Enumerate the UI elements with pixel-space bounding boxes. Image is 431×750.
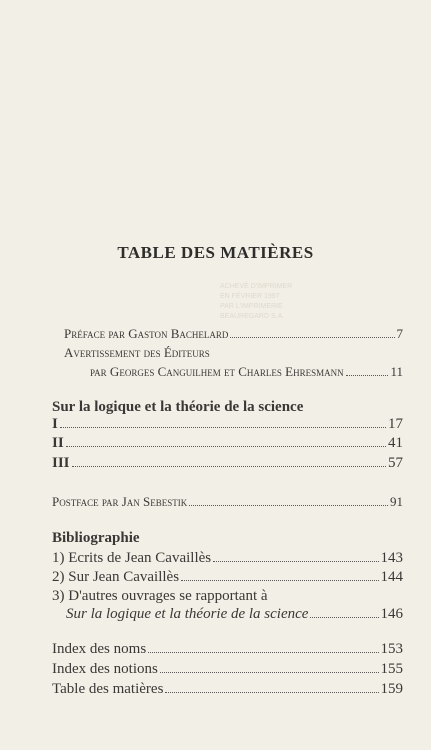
dot-leader — [189, 497, 388, 506]
toc-entry-postface[interactable]: Postface par Jan Sebestik 91 — [52, 494, 403, 509]
section-heading-bibliographie: Bibliographie — [52, 530, 140, 546]
toc-entry-preface[interactable]: Préface par Gaston Bachelard 7 — [64, 326, 403, 341]
toc-entry-part-3[interactable]: III 57 — [52, 455, 403, 471]
dot-leader — [230, 329, 394, 338]
dot-leader — [72, 457, 386, 467]
toc-entry-table[interactable]: Table des matières 159 — [52, 681, 403, 697]
toc-entry-part-1[interactable]: I 17 — [52, 416, 403, 432]
toc-entry-index-noms[interactable]: Index des noms 153 — [52, 641, 403, 657]
toc-entry-bib-3[interactable]: 3) D'autres ouvrages se rapportant à — [52, 588, 268, 604]
toc-entry-avertissement-authors[interactable]: par Georges Canguilhem et Charles Ehresmann 11 — [90, 364, 403, 379]
toc-entry-avertissement[interactable]: Avertissement des Éditeurs — [64, 345, 210, 360]
page-title: TABLE DES MATIÈRES — [117, 243, 314, 262]
show-through-text: ACHEVÉ D'IMPRIMER EN FÉVRIER 1997 PAR L'IMPRIMERIE BEAUREGARD S.A. — [220, 283, 293, 320]
dot-leader — [66, 437, 386, 447]
toc-entry-part-2[interactable]: II 41 — [52, 435, 403, 451]
section-heading-main: Sur la logique et la théorie de la science — [52, 399, 304, 415]
toc-entry-bib-1[interactable]: 1) Ecrits de Jean Cavaillès 143 — [52, 550, 403, 566]
dot-leader — [165, 683, 378, 693]
dot-leader — [213, 552, 378, 562]
dot-leader — [148, 643, 378, 653]
toc-entry-bib-2[interactable]: 2) Sur Jean Cavaillès 144 — [52, 569, 403, 585]
toc-entry-bib-3-cont[interactable]: Sur la logique et la théorie de la science 146 — [66, 606, 403, 622]
dot-leader — [181, 571, 378, 581]
dot-leader — [346, 367, 389, 376]
dot-leader — [160, 663, 379, 673]
dot-leader — [60, 418, 386, 428]
toc-entry-index-notions[interactable]: Index des notions 155 — [52, 661, 403, 677]
dot-leader — [310, 608, 378, 618]
